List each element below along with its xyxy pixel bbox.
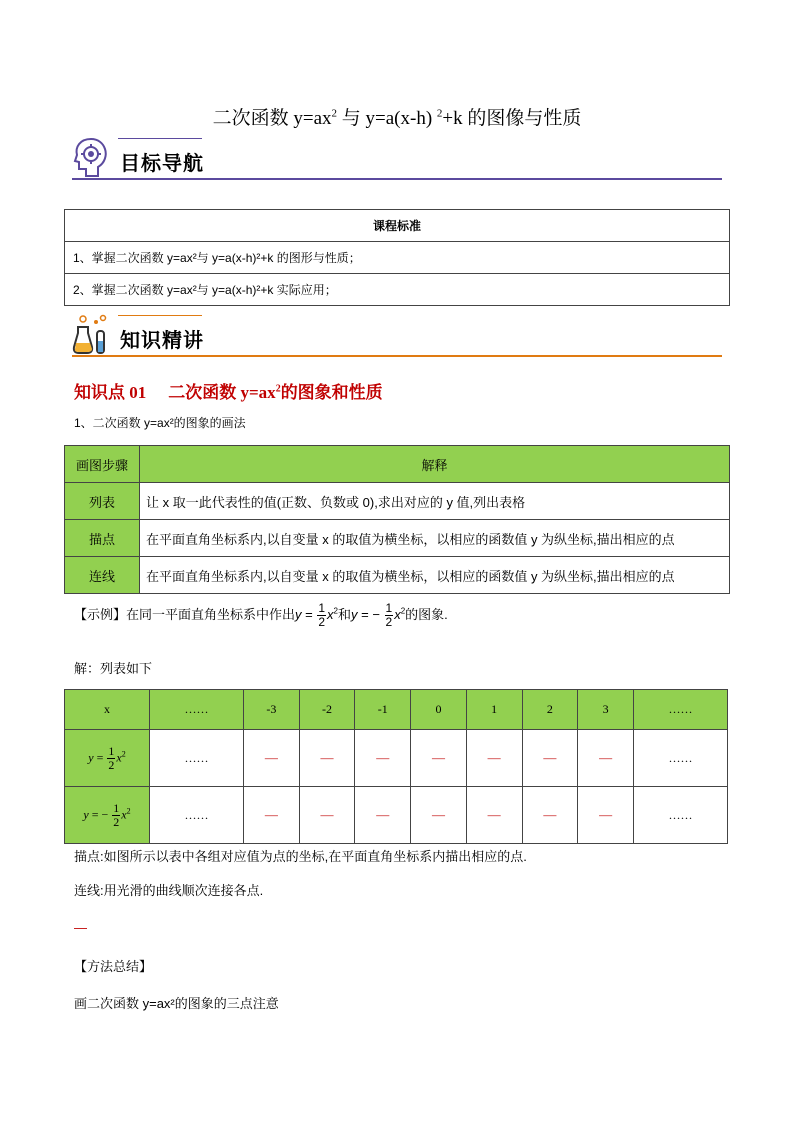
value-cell: — [411, 730, 467, 787]
section-divider [72, 355, 722, 357]
value-cell: …… [633, 730, 727, 787]
value-cell: — [355, 730, 411, 787]
method-text: 画二次函数 y=ax²的图象的三点注意 [74, 996, 279, 1011]
standards-header: 课程标准 [65, 210, 730, 242]
example-text: 【示例】在同一平面直角坐标系中作出y = $\frac{1}{2}$ $x^2$和y = − $\frac{1}{2}$ $x^2$的图象. [74, 601, 448, 629]
brain-gear-icon [72, 136, 110, 178]
x-value-cell: …… [633, 690, 727, 730]
value-cell: — [578, 787, 634, 844]
x-value-cell: 2 [522, 690, 578, 730]
header-accent-line [118, 315, 202, 316]
x-label-cell: x [65, 690, 150, 730]
x-value-cell: 3 [578, 690, 634, 730]
steps-header-desc: 解释 [140, 446, 730, 483]
value-cell: — [522, 730, 578, 787]
solution-text: 解：列表如下 [74, 661, 153, 676]
value-cell: — [299, 730, 355, 787]
value-cell: — [355, 787, 411, 844]
section-header-goals [72, 136, 722, 180]
value-cell: — [299, 787, 355, 844]
section-label: 目标导航 [120, 151, 204, 175]
lab-flask-icon [72, 313, 110, 355]
intro-text: 1、二次函数 y=ax²的图象的画法 [74, 416, 246, 430]
steps-header-step: 画图步骤 [65, 446, 140, 483]
section-divider [72, 178, 722, 180]
step-name: 连线 [65, 557, 140, 594]
x-value-cell: …… [150, 690, 244, 730]
standards-item: 1、掌握二次函数 y=ax²与 y=a(x-h)²+k 的图形与性质； [65, 242, 730, 274]
row-label-negative: y = − $\frac{1}{2}$ $x^2$ [65, 787, 150, 844]
value-cell: — [466, 787, 522, 844]
value-cell: …… [150, 730, 244, 787]
x-value-cell: -1 [355, 690, 411, 730]
step-desc: 让 x 取一此代表性的值(正数、负数或 0),求出对应的 y 值,列出表格 [140, 483, 730, 520]
step-name: 列表 [65, 483, 140, 520]
section-label: 知识精讲 [120, 328, 204, 352]
standards-table [64, 209, 730, 306]
header-accent-line [118, 138, 202, 139]
value-cell: — [244, 787, 300, 844]
x-value-cell: -3 [244, 690, 300, 730]
value-cell: — [411, 787, 467, 844]
step-desc: 在平面直角坐标系内,以自变量 x 的取值为横坐标，以相应的函数值 y 为纵坐标,描出相应的点 [140, 520, 730, 557]
knowledge-point-title: 知识点 01 二次函数 $y=ax^2$的图象和性质 [74, 383, 383, 402]
section-header-knowledge [72, 313, 722, 357]
row-label-positive: y = $\frac{1}{2}$ $x^2$ [65, 730, 150, 787]
x-value-cell: 1 [466, 690, 522, 730]
plot-points-text: 描点:如图所示以表中各组对应值为点的坐标,在平面直角坐标系内描出相应的点. [74, 849, 527, 864]
value-cell: …… [150, 787, 244, 844]
values-table [64, 689, 728, 844]
drawing-steps-table [64, 445, 730, 594]
value-cell: …… [633, 787, 727, 844]
method-title: 【方法总结】 [74, 959, 153, 974]
connect-text: 连线:用光滑的曲线顺次连接各点. [74, 883, 264, 898]
step-name: 描点 [65, 520, 140, 557]
step-desc: 在平面直角坐标系内,以自变量 x 的取值为横坐标，以相应的函数值 y 为纵坐标,描出相应的点 [140, 557, 730, 594]
value-cell: — [522, 787, 578, 844]
x-value-cell: -2 [299, 690, 355, 730]
x-value-cell: 0 [411, 690, 467, 730]
value-cell: — [578, 730, 634, 787]
red-dash: — [74, 920, 87, 935]
value-cell: — [466, 730, 522, 787]
standards-item: 2、掌握二次函数 y=ax²与 y=a(x-h)²+k 实际应用； [65, 274, 730, 306]
page-title: 二次函数 $y=ax^2$ 与 y=a(x-h) $^2$+k 的图像与性质 [212, 107, 582, 129]
value-cell: — [244, 730, 300, 787]
